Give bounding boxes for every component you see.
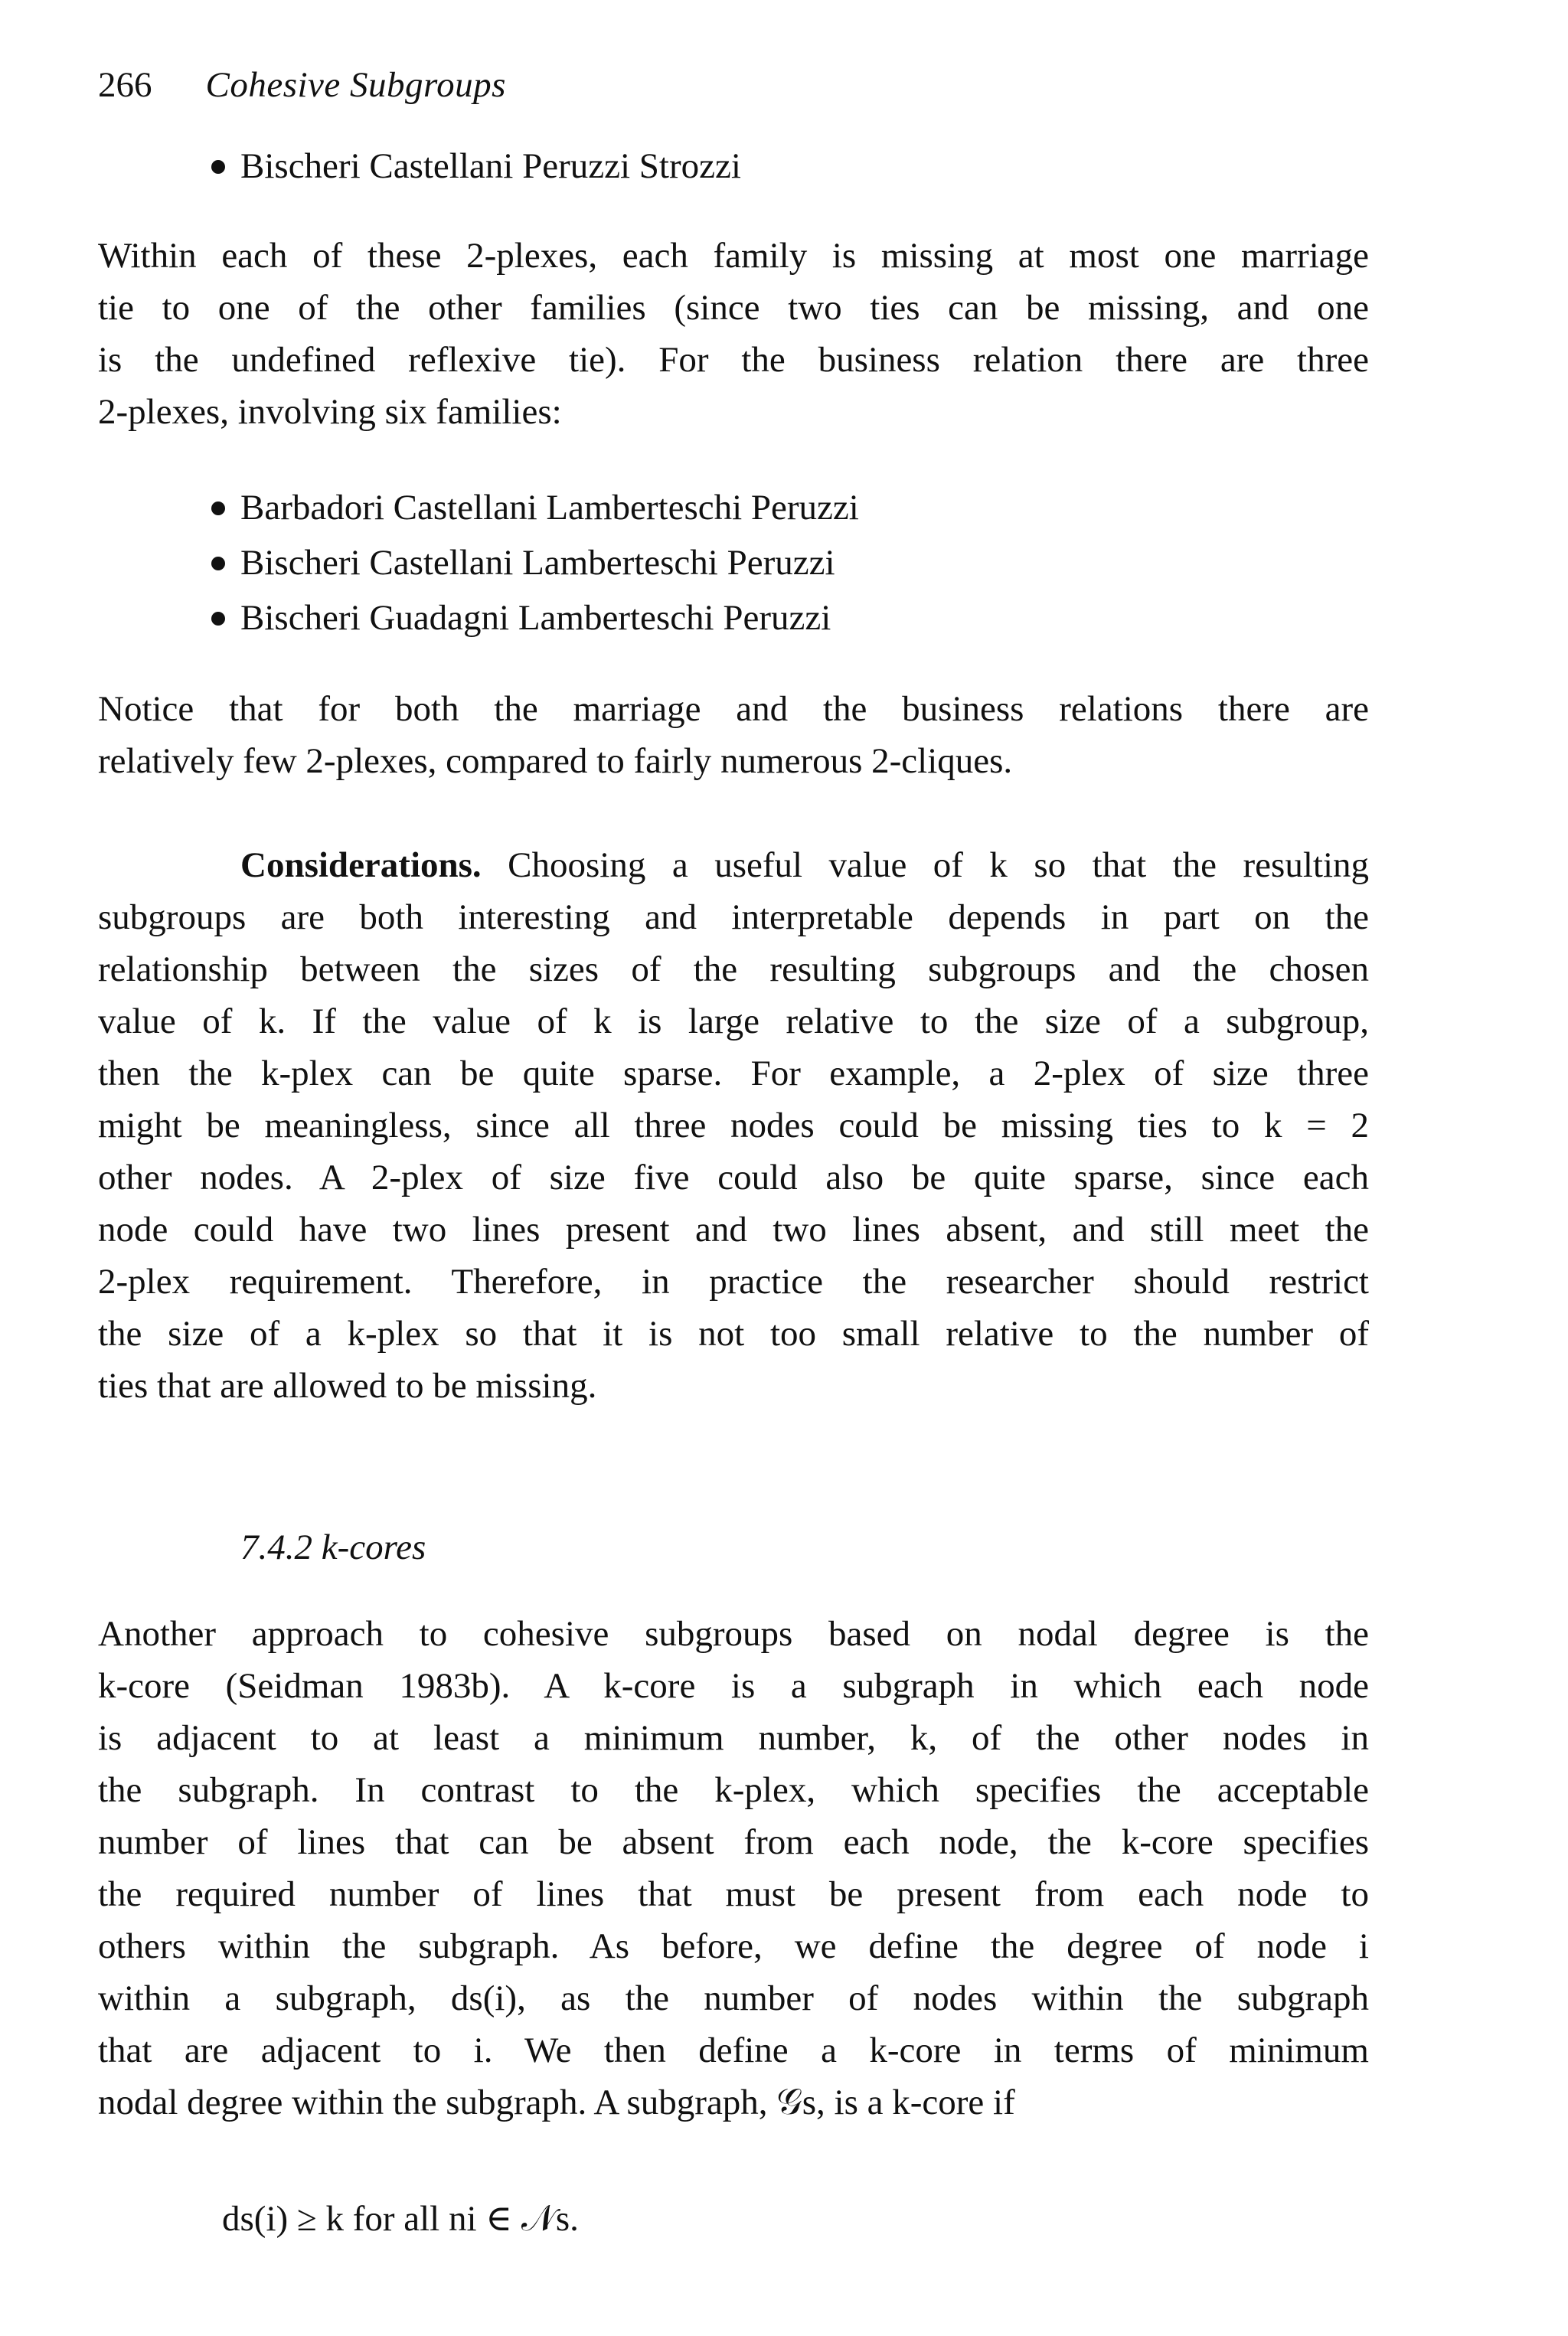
text-line: relationship between the sizes of the resulting subgroups and the chosen xyxy=(98,949,1369,989)
text-line: is the undefined reflexive tie). For the business relation there are three xyxy=(98,340,1369,380)
list-item-label: Bischeri Castellani Peruzzi Strozzi xyxy=(240,146,741,186)
list-item xyxy=(0,481,1568,536)
text-line: ties that are allowed to be missing. xyxy=(98,1366,597,1406)
bullet-icon xyxy=(211,612,225,626)
text-line: Within each of these 2-plexes, each family is missing at most one marriage xyxy=(98,236,1369,276)
business-2plex-list xyxy=(0,481,1568,646)
list-item-label: Barbadori Castellani Lamberteschi Peruzzi xyxy=(240,488,859,528)
bullet-icon xyxy=(211,502,225,515)
text-line xyxy=(98,839,1369,891)
paragraph-2plexes-intro xyxy=(98,230,1369,438)
text-line: the subgraph. In contrast to the k-plex, which specifies the acceptable xyxy=(98,1770,1369,1810)
running-head: Cohesive Subgroups xyxy=(205,65,506,105)
kcore-equation: ds(i) ≥ k for all ni ∈ 𝒩s. xyxy=(222,2199,579,2239)
text-line: within a subgraph, ds(i), as the number of nodes within the subgraph xyxy=(98,1978,1369,2018)
considerations-heading: Considerations. xyxy=(240,845,482,885)
text-line: nodal degree within the subgraph. A subgraph, 𝒢s, is a k-core if xyxy=(98,2083,1015,2122)
text-line: relatively few 2-plexes, compared to fairly numerous 2-cliques. xyxy=(98,741,1013,781)
text-line: 2-plex requirement. Therefore, in practice the researcher should restrict xyxy=(98,1262,1369,1302)
text-line: the size of a k-plex so that it is not too small relative to the number of xyxy=(98,1314,1369,1354)
paragraph-kcores xyxy=(98,1608,1369,2129)
bullet-icon xyxy=(211,557,225,570)
text-line: k-core (Seidman 1983b). A k-core is a subgraph in which each node xyxy=(98,1666,1369,1706)
list-item xyxy=(0,591,1568,646)
text-line: then the k-plex can be quite sparse. For example, a 2-plex of size three xyxy=(98,1054,1369,1093)
text-line: that are adjacent to i. We then define a k-core in terms of minimum xyxy=(98,2031,1369,2070)
bullet-icon xyxy=(211,160,225,174)
text-line: Notice that for both the marriage and the business relations there are xyxy=(98,689,1369,729)
page-number: 266 xyxy=(98,65,152,105)
list-item-label: Bischeri Castellani Lamberteschi Peruzzi xyxy=(240,543,835,583)
text-line: the required number of lines that must be present from each node to xyxy=(98,1874,1369,1914)
text-line: 2-plexes, involving six families: xyxy=(98,392,562,432)
text-line: number of lines that can be absent from each node, the k-core specifies xyxy=(98,1822,1369,1862)
text-line: might be meaningless, since all three nodes could be missing ties to k = 2 xyxy=(98,1106,1369,1145)
considerations-first-line: Choosing a useful value of k so that the resulting xyxy=(508,845,1370,885)
text-line: node could have two lines present and two lines absent, and still meet the xyxy=(98,1210,1369,1250)
text-line: value of k. If the value of k is large relative to the size of a subgroup, xyxy=(98,1001,1369,1041)
section-title: k-cores xyxy=(321,1527,426,1567)
list-item-label: Bischeri Guadagni Lamberteschi Peruzzi xyxy=(240,598,831,638)
text-line: Another approach to cohesive subgroups based on nodal degree is the xyxy=(98,1614,1369,1654)
text-line: other nodes. A 2-plex of size five could also be quite sparse, since each xyxy=(98,1158,1369,1197)
text-line: others within the subgraph. As before, we define the degree of node i xyxy=(98,1926,1369,1966)
text-line: subgroups are both interesting and interpretable depends in part on the xyxy=(98,897,1369,937)
paragraph-considerations xyxy=(98,839,1369,1412)
text-line: tie to one of the other families (since two ties can be missing, and one xyxy=(98,288,1369,328)
text-line: is adjacent to at least a minimum number, k, of the other nodes in xyxy=(98,1718,1369,1758)
section-number: 7.4.2 xyxy=(240,1527,312,1567)
section-heading xyxy=(240,1527,426,1568)
list-item xyxy=(0,536,1568,591)
paragraph-notice xyxy=(98,683,1369,787)
page-header xyxy=(98,64,506,106)
